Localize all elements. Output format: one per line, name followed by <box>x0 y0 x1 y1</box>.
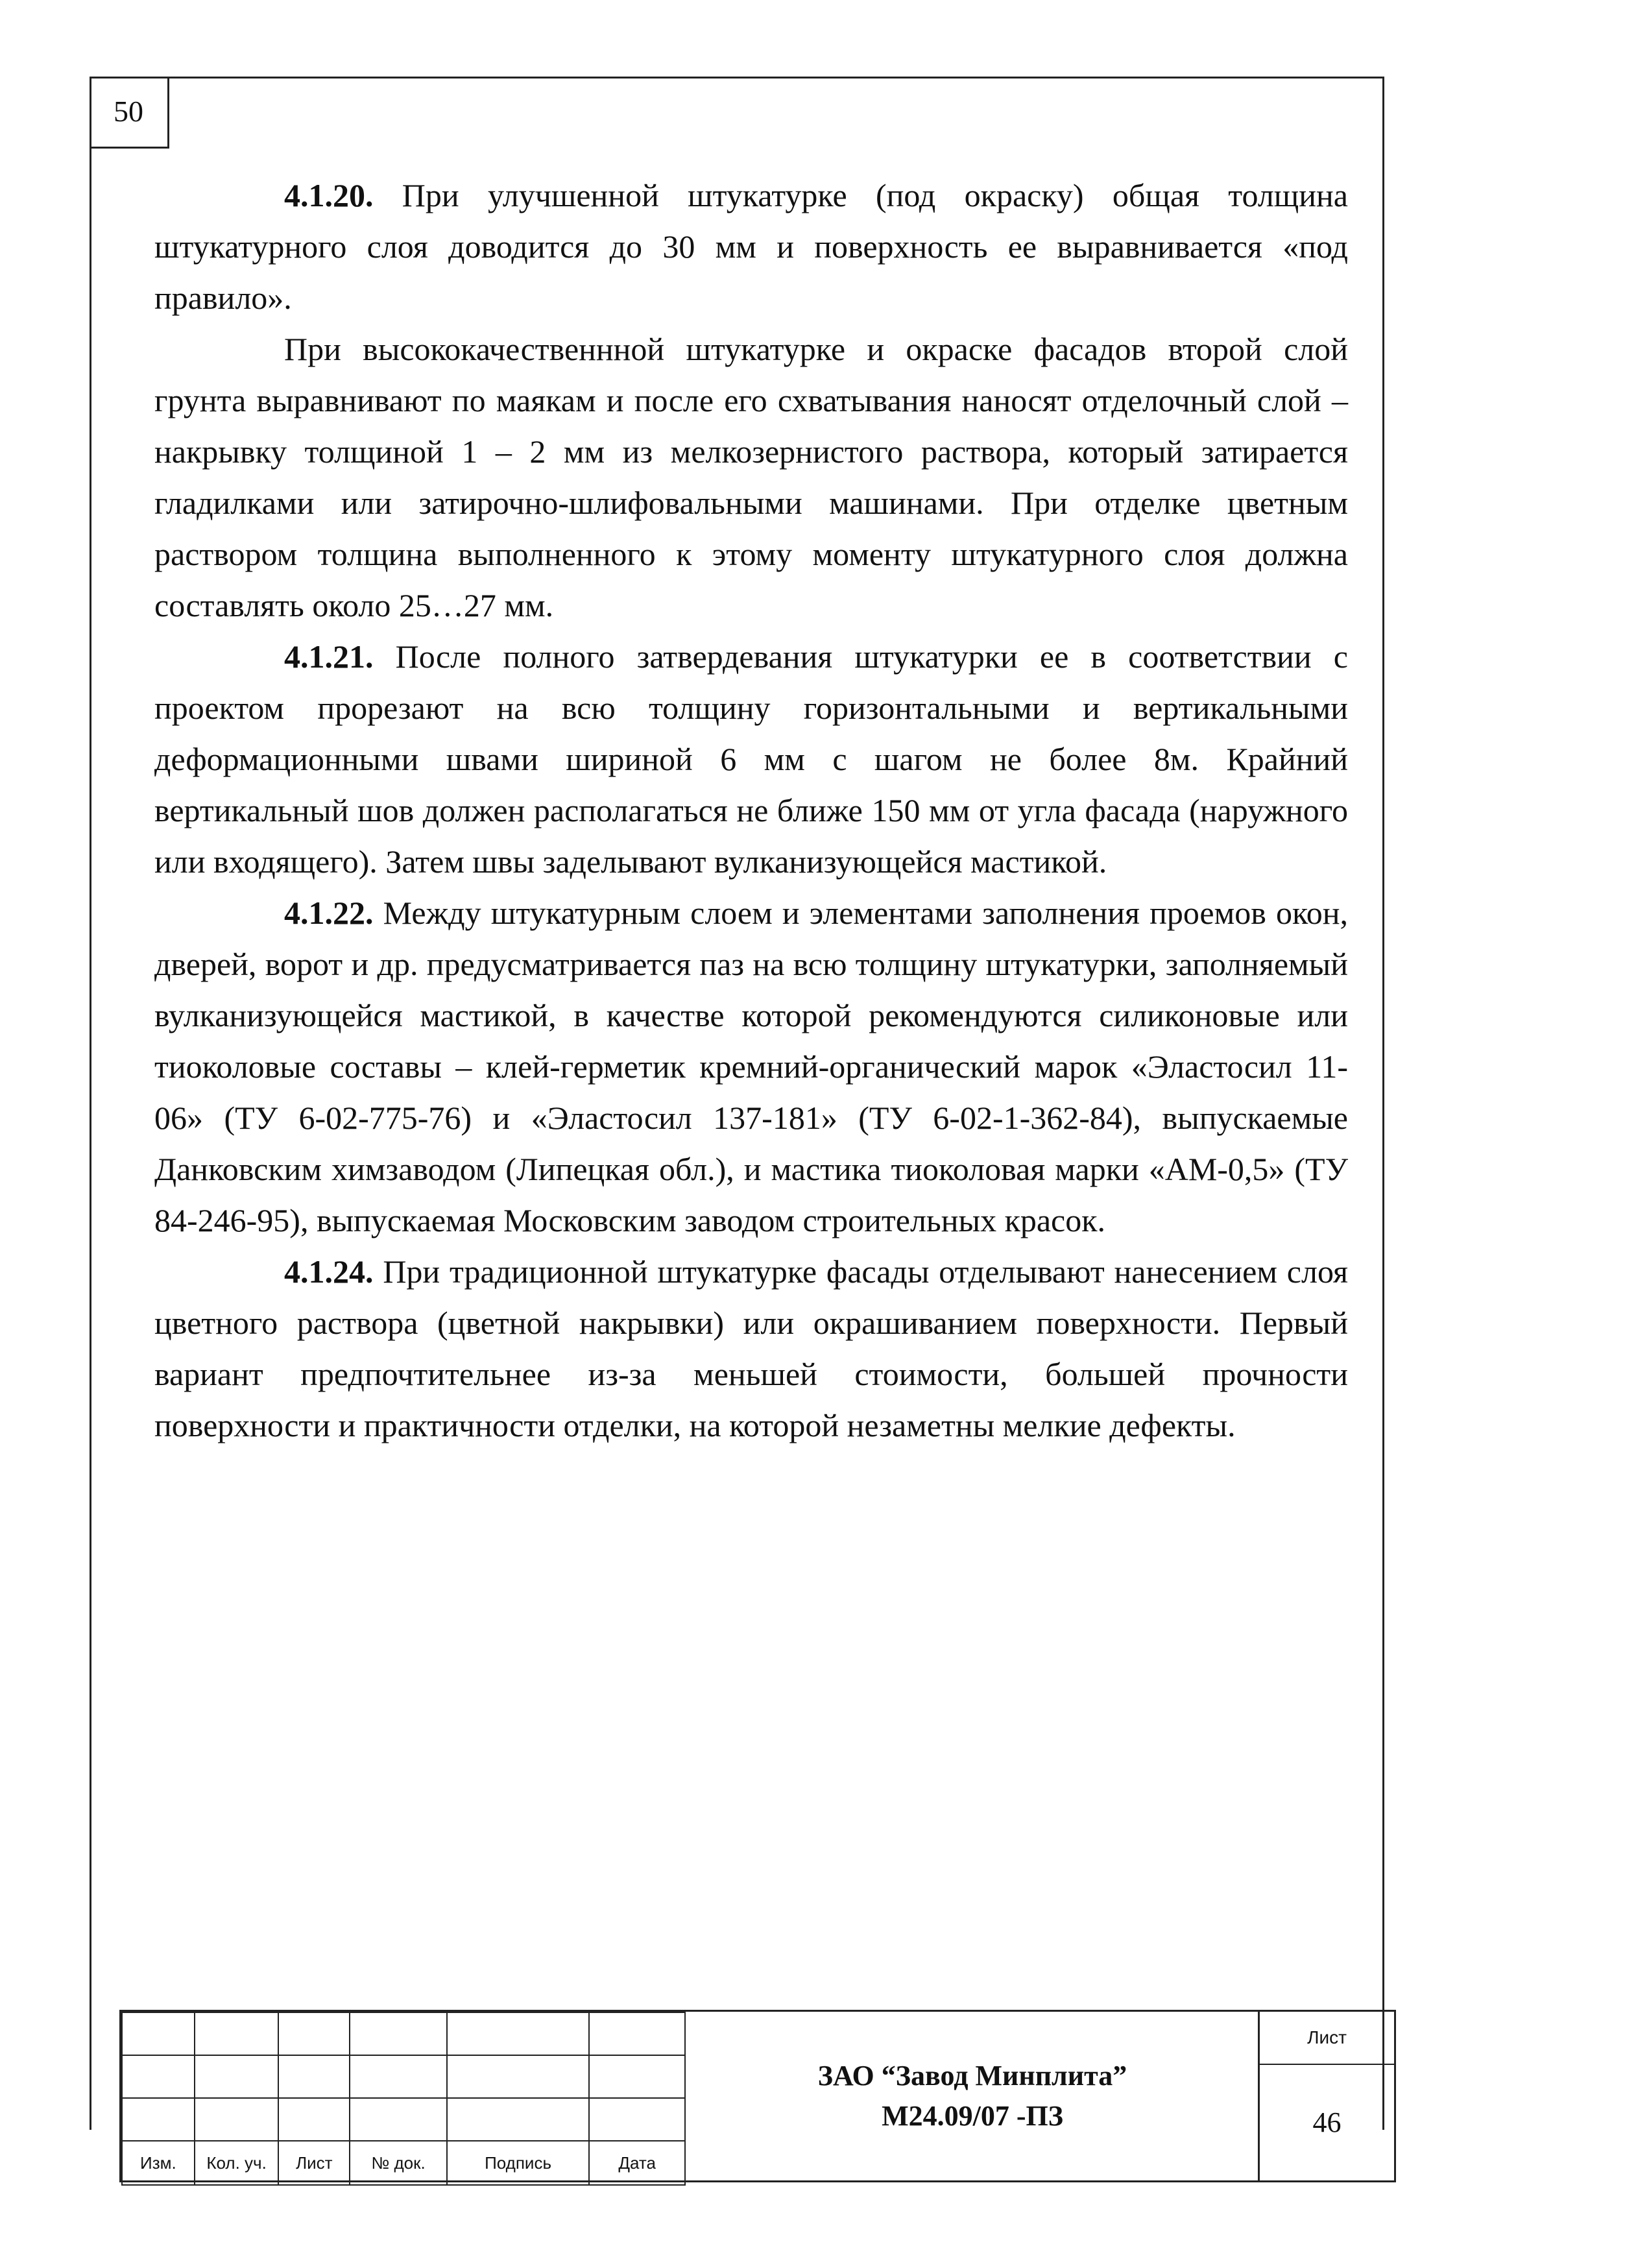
paragraph-text: При улучшенной штукатурке (под окраску) общая толщина штукатурного слоя доводится до 30 мм и поверхность ее выравнивается «под правило». <box>154 177 1348 316</box>
revision-cell <box>195 2098 279 2141</box>
paragraph-number: 4.1.21. <box>284 638 374 675</box>
column-label-change: Изм. <box>122 2141 195 2185</box>
column-label-signature: Подпись <box>447 2141 590 2185</box>
revision-cell <box>447 2098 590 2141</box>
revision-cell <box>122 2012 195 2055</box>
column-label-doc-number: № док. <box>350 2141 447 2185</box>
revision-cell <box>122 2055 195 2098</box>
revision-cell <box>589 2098 685 2141</box>
paragraph-text: При высококачественнной штукатурке и окраске фасадов второй слой грунта выравнивают по маякам и после его схватывания наносят отделочный слой – накрывку толщиной 1 – 2 мм из мелкозернистого раствора, который затирается гладилками или затирочно-шлифовальными машинами. При отделке цветным раствором толщина выполненного к этому моменту штукатурного слоя должна составлять около 25…27 мм. <box>154 331 1348 623</box>
paragraph-4-1-22 <box>154 887 1348 1246</box>
revision-cell <box>122 2098 195 2141</box>
sheet-number: 46 <box>1312 2106 1342 2138</box>
column-label-count: Кол. уч. <box>195 2141 279 2185</box>
column-label-date: Дата <box>589 2141 685 2185</box>
revision-table <box>121 2012 686 2186</box>
paragraph-text: После полного затвердевания штукатурки ее в соответствии с проектом прорезают на всю толщину горизонтальными и вертикальными деформационными швами шириной 6 мм с шагом не более 8м. Крайний вертикальный шов должен располагаться не ближе 150 мм от угла фасада (наружного или входящего). Затем швы заделывают вулканизующейся мастикой. <box>154 638 1348 880</box>
paragraph-number: 4.1.20. <box>284 177 374 213</box>
revision-cell <box>447 2055 590 2098</box>
revision-cell <box>195 2012 279 2055</box>
revision-cell <box>195 2055 279 2098</box>
revision-cell <box>350 2098 447 2141</box>
paragraph-number: 4.1.22. <box>284 895 374 931</box>
paragraph-text: Между штукатурным слоем и элементами заполнения проемов окон, дверей, ворот и др. предусматривается паз на всю толщину штукатурки, заполняемый вулканизующейся мастикой, в качестве которой рекомендуются силиконовые или тиоколовые составы – клей-герметик кремний-органический марок «Эластосил 11-06» (ТУ 6-02-775-76) и «Эластосил 137-181» (ТУ 6-02-1-362-84), выпускаемые Данковским химзаводом (Липецкая обл.), и мастика тиоколовая марки «АМ-0,5» (ТУ 84-246-95), выпускаемая Московским заводом строительных красок. <box>154 895 1348 1238</box>
document-body <box>154 170 1348 1451</box>
revision-cell <box>350 2055 447 2098</box>
column-label-sheet: Лист <box>278 2141 350 2185</box>
paragraph-high-quality-plaster <box>154 324 1348 631</box>
paragraph-number: 4.1.24. <box>284 1253 374 1290</box>
revision-cell <box>278 2055 350 2098</box>
paragraph-4-1-21 <box>154 631 1348 887</box>
document-code: М24.09/07 -ПЗ <box>882 2100 1063 2132</box>
revision-cell <box>589 2012 685 2055</box>
revision-cell <box>278 2012 350 2055</box>
revision-cell <box>589 2055 685 2098</box>
paragraph-4-1-20 <box>154 170 1348 324</box>
page-number: 50 <box>90 77 169 149</box>
paragraph-text: При традиционной штукатурке фасады отделывают нанесением слоя цветного раствора (цветной накрывки) или окрашиванием поверхности. Первый вариант предпочтительнее из-за меньшей стоимости, большей прочности поверхности и практичности отделки, на которой незаметны мелкие дефекты. <box>154 1253 1348 1443</box>
title-block-designation <box>687 2012 1260 2180</box>
sheet-label: Лист <box>1260 2012 1394 2065</box>
revision-cell <box>278 2098 350 2141</box>
paragraph-4-1-24 <box>154 1246 1348 1451</box>
company-name: ЗАО “Завод Минплита” <box>817 2060 1127 2092</box>
revision-cell <box>447 2012 590 2055</box>
revision-cell <box>350 2012 447 2055</box>
title-block <box>119 2010 1396 2182</box>
